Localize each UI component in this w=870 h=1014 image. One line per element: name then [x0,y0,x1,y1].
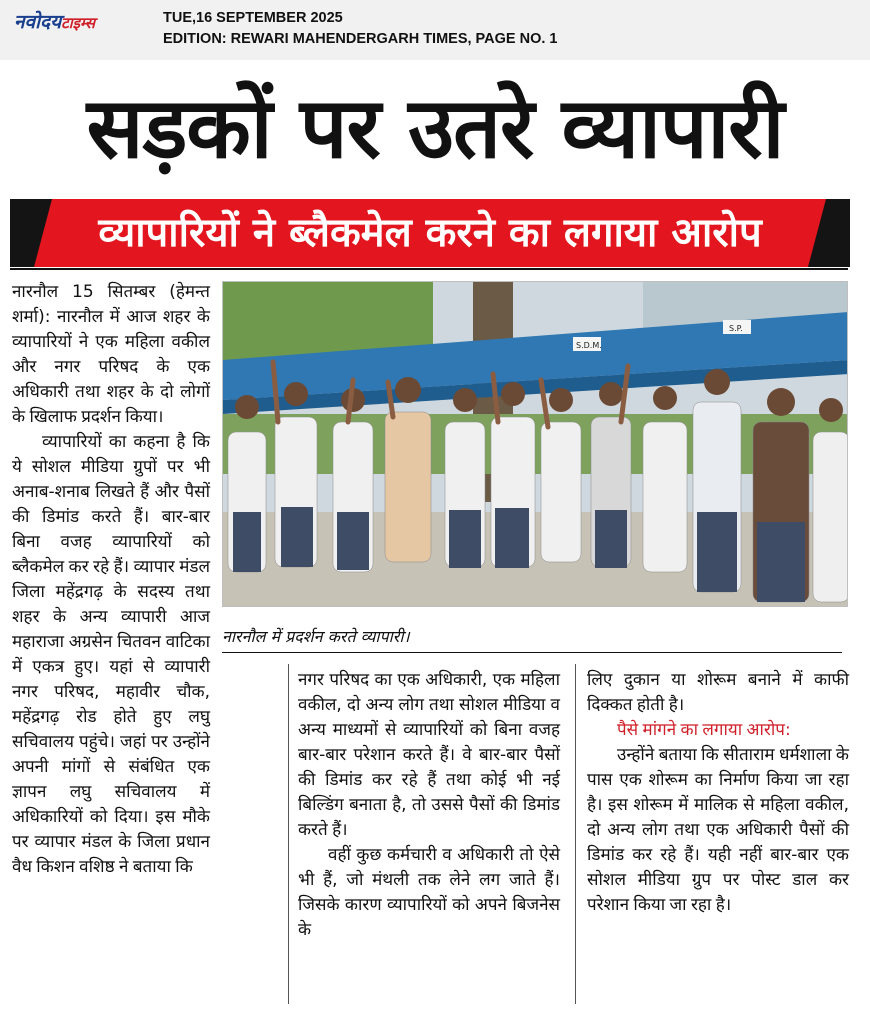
column-3-para-1: लिए दुकान या शोरूम बनाने में काफी दिक्कत होती है। [587,670,849,715]
sdm-sign: S.D.M. [576,341,602,350]
column-1-para-1: नारनौल 15 सितम्बर (हेमन्त शर्मा): नारनौल में आज शहर के व्यापारियों ने एक महिला वकील और नगर परिषद के एक अधिकारी तथा शहर के दो लोगों के खिलाफ प्रदर्शन किया। [12,282,210,427]
column-1-para-2: व्यापारियों का कहना है कि ये सोशल मीडिया ग्रुपों पर भी अनाब-शनाब लिखते हैं और पैसों की डिमांड करते हैं। बार-बार बिना वजह व्यापारियों को ब्लैकमेल कर रहे हैं। व्यापार मंडल जिला महेंद्रगढ़ के सदस्य तथा शहर के अन्य व्यापारी आज महाराजा अग्रसेन चितवन वाटिका में एकत्र हुए। यहां से व्यापारी नगर परिषद, महावीर चौक, महेंद्रगढ़ रोड होते हुए लघु सचिवालय पहुंचे। जहां पर उन्होंने अपनी मांगों से संबंधित एक ज्ञापन लघु सचिवालय में अधिकारियों को दिया। इस मौके पर व्यापार मंडल के जिला प्रधान वैध किशन वशिष्ठ ने बताया कि [12,432,210,877]
column-1 [12,280,210,880]
date-line: TUE,16 SEPTEMBER 2025 [163,10,343,26]
column-2 [298,668,560,943]
edition-line: EDITION: REWARI MAHENDERGARH TIMES, PAGE NO. 1 [163,31,558,47]
news-photo [222,281,848,607]
photo-caption: नारनौल में प्रदर्शन करते व्यापारी। [222,627,410,646]
sp-sign: S.P. [729,324,743,333]
column-2-para-2: वहीं कुछ कर्मचारी व अधिकारी तो ऐसे भी हैं, जो मंथली तक लेने लग जाते हैं। जिसके कारण व्यापारियों को अपने बिजनेस के [298,845,560,940]
brand-name: नवोदय [14,11,62,33]
edition-info [163,8,557,50]
column-2-para-1: नगर परिषद का एक अधिकारी, एक महिला वकील, दो अन्य लोग तथा सोशल मीडिया व अन्य माध्यमों से व्यापारियों को बिना वजह बार-बार परेशान करते हैं। वे बार-बार पैसों की डिमांड कर रहे हैं तथा कोई भी नई बिल्डिंग बनाता है, तो उससे पैसों की डिमांड करते हैं। [298,670,560,840]
column-divider-2 [575,664,576,1004]
column-3 [587,668,849,918]
column-3-subhead: पैसे मांगने का लगाया आरोप: [617,720,791,740]
newspaper-logo [14,8,95,34]
column-3-para-2: उन्होंने बताया कि सीताराम धर्मशाला के पास एक शोरूम का निर्माण किया जा रहा है। इस शोरूम में मालिक से महिला वकील, दो अन्य लोग तथा एक अधिकारी पैसों की डिमांड कर रहे हैं। यही नहीं बार-बार एक सोशल मीडिया ग्रुप पर पोस्ट डाल कर परेशान किया जा रहा है। [587,745,849,915]
masthead-bar [0,0,870,60]
protest-photo-illustration [223,282,848,607]
banner-rule [10,268,848,270]
brand-sub: टाइम्स [61,14,95,32]
column-divider-1 [288,664,289,1004]
subheadline-banner [10,199,850,267]
subheadline: व्यापारियों ने ब्लैकमेल करने का लगाया आरोप [98,210,762,256]
caption-rule [222,652,842,653]
headline: सड़कों पर उतरे व्यापारी [86,79,784,177]
